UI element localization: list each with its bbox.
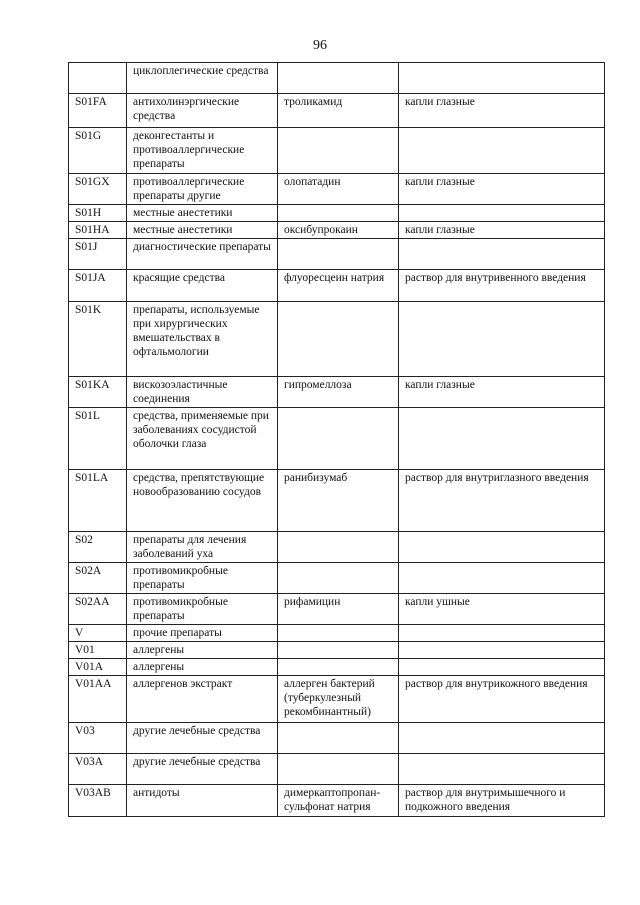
dosage-form-cell bbox=[399, 532, 605, 563]
dosage-form-cell: капли глазные bbox=[399, 94, 605, 128]
dosage-form-cell: раствор для внутрикожного введения bbox=[399, 676, 605, 723]
dosage-form-cell bbox=[399, 63, 605, 94]
group-name-cell: диагностические препараты bbox=[127, 239, 278, 270]
atc-code-cell: V01 bbox=[69, 642, 127, 659]
atc-code-cell: V03A bbox=[69, 754, 127, 785]
table-row bbox=[69, 754, 605, 785]
drug-name-cell: флуоресцеин натрия bbox=[278, 270, 399, 302]
dosage-form-cell: раствор для внутриглазного введения bbox=[399, 470, 605, 532]
table-row bbox=[69, 270, 605, 302]
atc-code-cell: V03AB bbox=[69, 785, 127, 817]
group-name-cell: противомикробные препараты bbox=[127, 594, 278, 625]
drug-name-cell bbox=[278, 205, 399, 222]
drug-name-cell: олопатадин bbox=[278, 174, 399, 205]
dosage-form-cell: капли глазные bbox=[399, 174, 605, 205]
dosage-form-cell bbox=[399, 205, 605, 222]
table-row bbox=[69, 594, 605, 625]
dosage-form-cell bbox=[399, 239, 605, 270]
group-name-cell: антихолинэргические средства bbox=[127, 94, 278, 128]
group-name-cell: противомикробные препараты bbox=[127, 563, 278, 594]
atc-code-cell: S01K bbox=[69, 302, 127, 377]
drug-name-cell: рифамицин bbox=[278, 594, 399, 625]
drug-name-cell bbox=[278, 63, 399, 94]
drug-name-cell: троликамид bbox=[278, 94, 399, 128]
atc-code-cell: S01G bbox=[69, 128, 127, 174]
table-row bbox=[69, 408, 605, 470]
drug-name-cell: ранибизумаб bbox=[278, 470, 399, 532]
atc-code-cell: V bbox=[69, 625, 127, 642]
table-row bbox=[69, 302, 605, 377]
group-name-cell: вискозоэластичные соединения bbox=[127, 377, 278, 408]
table-row bbox=[69, 723, 605, 754]
atc-code-cell: S02 bbox=[69, 532, 127, 563]
group-name-cell: деконгестанты и противоаллергические препараты bbox=[127, 128, 278, 174]
table-row bbox=[69, 128, 605, 174]
atc-code-cell: S01GX bbox=[69, 174, 127, 205]
drug-name-cell bbox=[278, 302, 399, 377]
dosage-form-cell: раствор для внутримышечного и подкожного введения bbox=[399, 785, 605, 817]
table-row bbox=[69, 239, 605, 270]
group-name-cell: аллергенов экстракт bbox=[127, 676, 278, 723]
atc-code-cell: S01J bbox=[69, 239, 127, 270]
table-row bbox=[69, 205, 605, 222]
table-row bbox=[69, 470, 605, 532]
atc-code-cell: S02AA bbox=[69, 594, 127, 625]
dosage-form-cell bbox=[399, 408, 605, 470]
dosage-form-cell bbox=[399, 659, 605, 676]
table-row bbox=[69, 532, 605, 563]
atc-code-cell: S01FA bbox=[69, 94, 127, 128]
drug-name-cell bbox=[278, 625, 399, 642]
drug-name-cell bbox=[278, 723, 399, 754]
group-name-cell: аллергены bbox=[127, 659, 278, 676]
dosage-form-cell: капли глазные bbox=[399, 222, 605, 239]
table-row bbox=[69, 785, 605, 817]
drug-name-cell bbox=[278, 659, 399, 676]
table-row bbox=[69, 222, 605, 239]
atc-code-cell: V01AA bbox=[69, 676, 127, 723]
dosage-form-cell bbox=[399, 723, 605, 754]
drug-name-cell bbox=[278, 408, 399, 470]
table-row bbox=[69, 94, 605, 128]
dosage-form-cell: раствор для внутривенного введения bbox=[399, 270, 605, 302]
drug-table-body bbox=[69, 63, 605, 817]
dosage-form-cell: капли глазные bbox=[399, 377, 605, 408]
drug-name-cell bbox=[278, 532, 399, 563]
table-row bbox=[69, 63, 605, 94]
drug-table bbox=[68, 62, 605, 817]
drug-name-cell bbox=[278, 642, 399, 659]
table-row bbox=[69, 563, 605, 594]
table-row bbox=[69, 625, 605, 642]
group-name-cell: другие лечебные средства bbox=[127, 754, 278, 785]
group-name-cell: противоаллергические препараты другие bbox=[127, 174, 278, 205]
group-name-cell: средства, препятствующие новообразованию сосудов bbox=[127, 470, 278, 532]
table-row bbox=[69, 659, 605, 676]
group-name-cell: препараты для лечения заболеваний уха bbox=[127, 532, 278, 563]
drug-name-cell: аллерген бактерий (туберкулезный рекомбинантный) bbox=[278, 676, 399, 723]
group-name-cell: красящие средства bbox=[127, 270, 278, 302]
dosage-form-cell bbox=[399, 642, 605, 659]
drug-name-cell: оксибупрокаин bbox=[278, 222, 399, 239]
atc-code-cell: V03 bbox=[69, 723, 127, 754]
drug-name-cell: гипромеллоза bbox=[278, 377, 399, 408]
atc-code-cell: V01A bbox=[69, 659, 127, 676]
atc-code-cell: S01HA bbox=[69, 222, 127, 239]
atc-code-cell: S01LA bbox=[69, 470, 127, 532]
group-name-cell: прочие препараты bbox=[127, 625, 278, 642]
drug-name-cell bbox=[278, 128, 399, 174]
group-name-cell: местные анестетики bbox=[127, 222, 278, 239]
drug-name-cell bbox=[278, 754, 399, 785]
dosage-form-cell bbox=[399, 625, 605, 642]
atc-code-cell: S01JA bbox=[69, 270, 127, 302]
atc-code-cell bbox=[69, 63, 127, 94]
group-name-cell: другие лечебные средства bbox=[127, 723, 278, 754]
table-row bbox=[69, 642, 605, 659]
dosage-form-cell: капли ушные bbox=[399, 594, 605, 625]
group-name-cell: аллергены bbox=[127, 642, 278, 659]
page-number: 96 bbox=[313, 38, 327, 53]
atc-code-cell: S01H bbox=[69, 205, 127, 222]
table-row bbox=[69, 676, 605, 723]
dosage-form-cell bbox=[399, 302, 605, 377]
atc-code-cell: S01KA bbox=[69, 377, 127, 408]
drug-name-cell bbox=[278, 239, 399, 270]
table-row bbox=[69, 174, 605, 205]
atc-code-cell: S01L bbox=[69, 408, 127, 470]
atc-code-cell: S02A bbox=[69, 563, 127, 594]
dosage-form-cell bbox=[399, 754, 605, 785]
table-row bbox=[69, 377, 605, 408]
group-name-cell: местные анестетики bbox=[127, 205, 278, 222]
drug-name-cell: димеркаптопропан-сульфонат натрия bbox=[278, 785, 399, 817]
dosage-form-cell bbox=[399, 563, 605, 594]
drug-name-cell bbox=[278, 563, 399, 594]
group-name-cell: препараты, используемые при хирургических вмешательствах в офтальмологии bbox=[127, 302, 278, 377]
group-name-cell: антидоты bbox=[127, 785, 278, 817]
group-name-cell: средства, применяемые при заболеваниях сосудистой оболочки глаза bbox=[127, 408, 278, 470]
group-name-cell: циклоплегические средства bbox=[127, 63, 278, 94]
dosage-form-cell bbox=[399, 128, 605, 174]
